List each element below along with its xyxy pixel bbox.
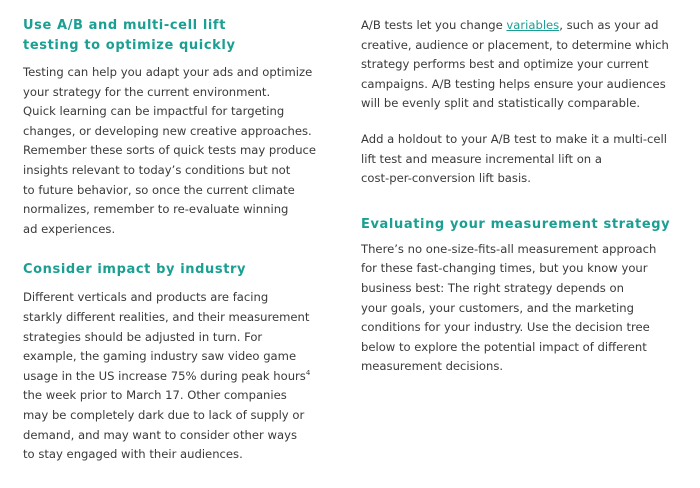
industry-paragraph [23, 288, 341, 464]
ab-tests-text-before-link: A/B tests let you change [361, 18, 507, 32]
industry-paragraph-rest: the week prior to March 17. Other companies may be completely dark due to lack of supply or demand, and may want to consider other ways to stay engaged with their audiences. [23, 388, 305, 462]
ab-tests-paragraph [361, 16, 691, 114]
left-column [23, 16, 341, 465]
ab-tests-text-after-link: , such as your ad creative, audience or placement, to determine which strategy performs best and optimize your current campaigns. A/B testing helps ensure your audiences will be evenly split and statistically comparable. [361, 18, 669, 111]
measurement-strategy-heading: Evaluating your measurement strategy [361, 216, 671, 232]
right-column [361, 16, 691, 377]
footnote-marker: 4 [305, 368, 311, 377]
variables-link[interactable]: variables [506, 18, 560, 32]
measurement-paragraph: There’s no one-size-fits-all measurement approach for these fast-changing times, but you know your business best: The right strategy depends on your goals, your customers, and the marketing conditions for your industry. Use the decision tree below to explore the potential impact of different measurement decisions. [361, 241, 657, 374]
holdout-paragraph: Add a holdout to your A/B test to make it a multi-cell lift test and measure incremental lift on a cost-per-conversion lift basis. [361, 131, 667, 186]
testing-paragraph: Testing can help you adapt your ads and optimize your strategy for the current environment. Quick learning can be impactful for targeting changes, or developing new creative approaches. Remember these sorts of quick tests may produce insights relevant to today’s conditions but not to future behavior, so once the current climate normalizes, remember to re-evaluate winning ad experiences. [23, 65, 317, 236]
industry-impact-heading: Consider impact by industry [23, 262, 247, 278]
ab-testing-heading: Use A/B and multi-cell lift testing to optimize quickly [23, 18, 236, 53]
industry-paragraph-main: Different verticals and products are facing starkly different realities, and their measurement strategies should be adjusted in turn. For example, the gaming industry saw video game usage in the US increase 75% during peak hours [23, 290, 310, 383]
